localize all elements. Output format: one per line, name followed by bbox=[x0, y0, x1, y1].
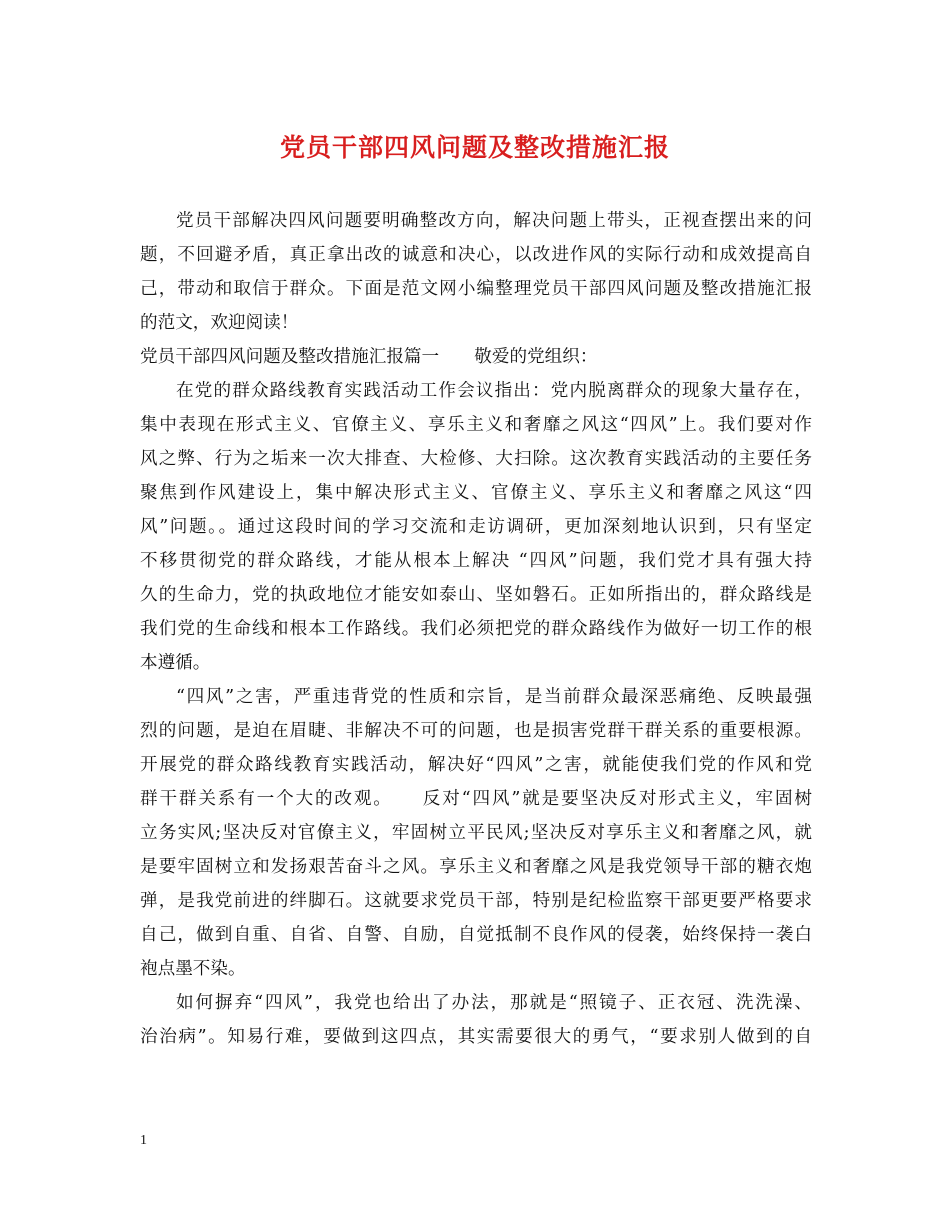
paragraph-line: 治治病”。知易行难，要做到这四点，其实需要很大的勇气，“要求别人做到的自 bbox=[140, 1027, 812, 1047]
paragraph-line: 己，带动和取信于群众。下面是范文网小编整理党员干部四风问题及整改措施汇报 bbox=[140, 279, 812, 299]
page-number: 1 bbox=[140, 1133, 147, 1148]
paragraph-line: 自己，做到自重、自省、自警、自励，自觉抵制不良作风的侵袭，始终保持一袭白 bbox=[140, 925, 812, 945]
paragraph-line: 的范文，欢迎阅读！ bbox=[140, 313, 299, 333]
paragraph-line: 久的生命力，党的执政地位才能安如泰山、坚如磐石。正如所指出的，群众路线是 bbox=[140, 585, 812, 605]
paragraph-line: 在党的群众路线教育实践活动工作会议指出：党内脱离群众的现象大量存在， bbox=[176, 381, 812, 401]
paragraph-line: 党员干部解决四风问题要明确整改方向，解决问题上带头，正视查摆出来的问 bbox=[176, 211, 812, 231]
paragraph-line: 风”问题。。通过这段时间的学习交流和走访调研，更加深刻地认识到，只有坚定 bbox=[140, 517, 812, 537]
paragraph-line: “四风”之害，严重违背党的性质和宗旨，是当前群众最深恶痛绝、反映最强 bbox=[176, 687, 812, 707]
document-title: 党员干部四风问题及整改措施汇报 bbox=[279, 133, 670, 162]
paragraph-line: 开展党的群众路线教育实践活动，解决好“四风”之害，就能使我们党的作风和党 bbox=[140, 755, 812, 775]
paragraph-line: 我们党的生命线和根本工作路线。我们必须把党的群众路线作为做好一切工作的根 bbox=[140, 619, 812, 639]
paragraph-line: 不移贯彻党的群众路线，才能从根本上解决 “四风”问题，我们党才具有强大持 bbox=[140, 551, 812, 571]
paragraph-line: 聚焦到作风建设上，集中解决形式主义、官僚主义、享乐主义和奢靡之风这“四 bbox=[140, 483, 812, 503]
paragraph-line: 如何摒弃“四风”，我党也给出了办法，那就是“照镜子、正衣冠、洗洗澡、 bbox=[176, 993, 812, 1013]
paragraph-line: 群干群关系有一个大的改观。 反对“四风”就是要坚决反对形式主义，牢固树 bbox=[140, 789, 812, 809]
paragraph-line: 是要牢固树立和发扬艰苦奋斗之风。享乐主义和奢靡之风是我党领导干部的糖衣炮 bbox=[140, 857, 812, 877]
paragraph-line: 题，不回避矛盾，真正拿出改的诚意和决心，以改进作风的实际行动和成效提高自 bbox=[140, 245, 812, 265]
paragraph-line: 立务实风;坚决反对官僚主义，牢固树立平民风;坚决反对享乐主义和奢靡之风，就 bbox=[140, 823, 812, 843]
paragraph-line: 烈的问题，是迫在眉睫、非解决不可的问题，也是损害党群干群关系的重要根源。 bbox=[140, 721, 812, 741]
document-body bbox=[140, 204, 812, 1054]
paragraph-line: 集中表现在形式主义、官僚主义、享乐主义和奢靡之风这“四风”上。我们要对作 bbox=[140, 415, 812, 435]
section-heading-line: 党员干部四风问题及整改措施汇报篇一 敬爱的党组织： bbox=[140, 347, 598, 367]
paragraph-line: 弹，是我党前进的绊脚石。这就要求党员干部，特别是纪检监察干部更要严格要求 bbox=[140, 891, 812, 911]
paragraph-line: 风之弊、行为之垢来一次大排查、大检修、大扫除。这次教育实践活动的主要任务 bbox=[140, 449, 812, 469]
paragraph-line: 袍点墨不染。 bbox=[140, 959, 246, 979]
paragraph-line: 本遵循。 bbox=[140, 653, 211, 673]
